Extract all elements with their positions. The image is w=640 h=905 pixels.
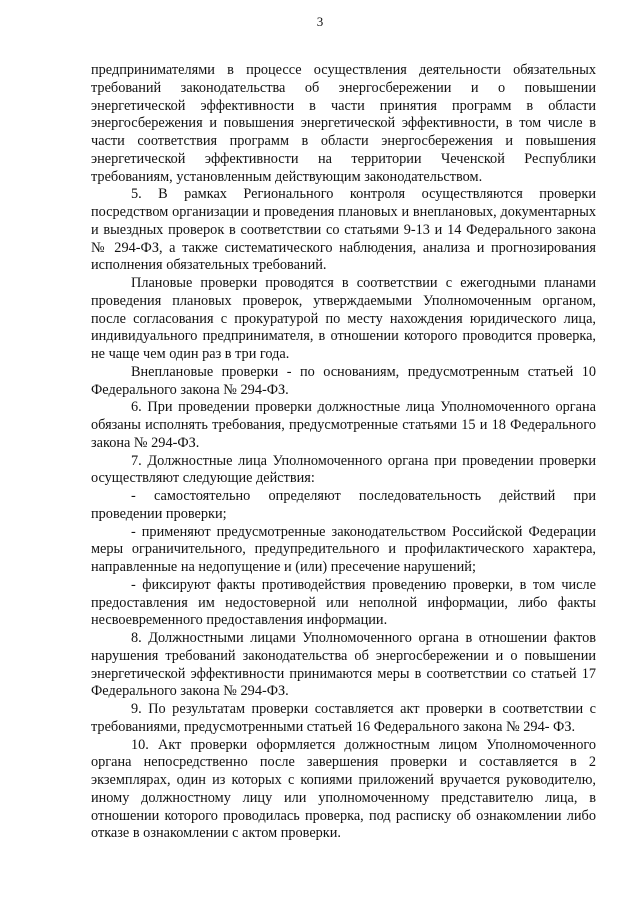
paragraph-unplanned-inspections: Внеплановые проверки - по основаниям, предусмотренным статьей 10 Федерального закона № 294-ФЗ.	[91, 363, 596, 398]
paragraph-6: 6. При проведении проверки должностные лица Уполномоченного органа обязаны исполнять требования, предусмотренные статьями 15 и 18 Федерального закона № 294-ФЗ.	[91, 399, 596, 451]
list-item: - фиксируют факты противодействия проведению проверки, в том числе предоставления им недостоверной или неполной информации, либо факты несвоевременного предоставления информации.	[91, 576, 596, 629]
paragraph-10: 10. Акт проверки оформляется должностным лицом Уполномоченного органа непосредственно после завершения проверки и составляется в 2 экземплярах, один из которых с копиями приложений вручается руководителю, иному должностному лицу или уполномоченному представителю лица, в отношении которого проводилась проверка, под расписку об ознакомлении либо отказе в ознакомлении с актом проверки.	[91, 736, 596, 842]
paragraph-5: 5. В рамках Регионального контроля осуществляются проверки посредством организации и проведения плановых и внеплановых, документарных и выездных проверок в соответствии со статьями 9-13 и 14 Федерального закона № 294-ФЗ, а также систематического наблюдения, анализа и прогнозирования исполнения обязательных требований.	[91, 186, 596, 274]
list-item: - применяют предусмотренные законодательством Российской Федерации меры ограничительного, предупредительного и профилактического характера, направленные на недопущение и (или) пресечение нарушений;	[91, 523, 596, 575]
page-number: 3	[316, 14, 324, 29]
list-item: - самостоятельно определяют последовательность действий при проведении проверки;	[91, 488, 596, 522]
paragraph-7: 7. Должностные лица Уполномоченного органа при проведении проверки осуществляют следующие действия:	[91, 452, 596, 487]
document-body	[91, 62, 596, 843]
paragraph-8: 8. Должностными лицами Уполномоченного органа в отношении фактов нарушения требований законодательства об энергосбережении и о повышении энергетической эффективности принимаются меры в соответствии со статьей 17 Федерального закона № 294-ФЗ.	[91, 630, 596, 700]
paragraph-9: 9. По результатам проверки составляется акт проверки в соответствии с требованиями, предусмотренными статьей 16 Федерального закона № 294- ФЗ.	[91, 701, 596, 735]
paragraph-continuation: предпринимателями в процессе осуществления деятельности обязательных требований законодательства об энергосбережении и о повышении энергетической эффективности в части принятия программ в области энергосбережения и повышения энергетической эффективности, в том числе в части соответствия программ в области энергосбережения и повышения энергетической эффективности на территории Чеченской Республики требованиям, установленным действующим законодательством.	[91, 62, 596, 185]
paragraph-planned-inspections: Плановые проверки проводятся в соответствии с ежегодными планами проведения плановых проверок, утверждаемыми Уполномоченным органом, после согласования с прокуратурой по месту нахождения юридического лица, индивидуального предпринимателя, в отношении которого проводится проверка, не чаще чем один раз в три года.	[91, 275, 596, 362]
